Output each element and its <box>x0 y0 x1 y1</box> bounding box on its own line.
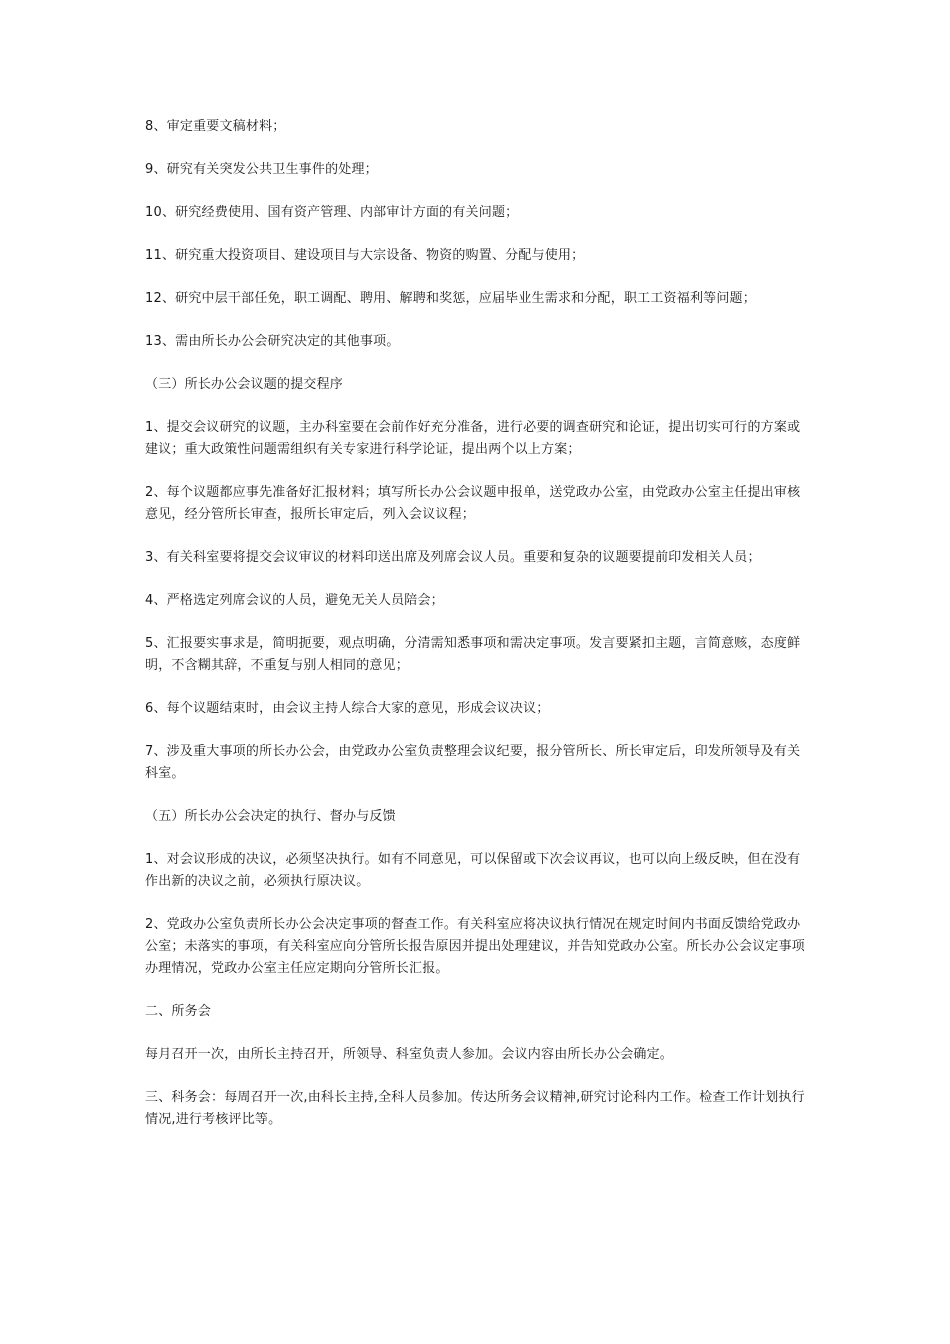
section-dept-meeting: 三、科务会：每周召开一次,由科长主持,全科人员参加。传达所务会议精神,研究讨论科内工作。检查工作计划执行情况,进行考核评比等。 <box>145 1090 805 1127</box>
submission-item-2: 2、每个议题都应事先准备好汇报材料；填写所长办公会议题申报单，送党政办公室，由党政办公室主任提出审核意见，经分管所长审查，报所长审定后，列入会议议程； <box>145 485 801 522</box>
item-13: 13、需由所长办公会研究决定的其他事项。 <box>145 334 400 349</box>
item-9: 9、研究有关突发公共卫生事件的处理； <box>145 162 378 177</box>
submission-item-4: 4、严格选定列席会议的人员，避免无关人员陪会； <box>145 593 444 608</box>
staff-meeting-text: 每月召开一次，由所长主持召开，所领导、科室负责人参加。会议内容由所长办公会确定。 <box>145 1047 674 1062</box>
submission-item-7: 7、涉及重大事项的所长办公会，由党政办公室负责整理会议纪要，报分管所长、所长审定后，印发所领导及有关科室。 <box>145 744 801 781</box>
submission-item-3: 3、有关科室要将提交会议审议的材料印送出席及列席会议人员。重要和复杂的议题要提前印发相关人员； <box>145 550 761 565</box>
item-8: 8、审定重要文稿材料； <box>145 119 286 134</box>
document-body <box>145 116 810 1152</box>
item-11: 11、研究重大投资项目、建设项目与大宗设备、物资的购置、分配与使用； <box>145 248 585 263</box>
item-12: 12、研究中层干部任免，职工调配、聘用、解聘和奖惩，应届毕业生需求和分配，职工工资福利等问题； <box>145 291 756 306</box>
section-heading-submission: （三）所长办公会议题的提交程序 <box>145 377 344 392</box>
submission-item-5: 5、汇报要实事求是，简明扼要，观点明确，分清需知悉事项和需决定事项。发言要紧扣主题，言简意赅，态度鲜明，不含糊其辞，不重复与别人相同的意见； <box>145 636 801 673</box>
execution-item-2: 2、党政办公室负责所长办公会决定事项的督查工作。有关科室应将决议执行情况在规定时间内书面反馈给党政办公室；未落实的事项，有关科室应向分管所长报告原因并提出处理建议，并告知党政办公室。所长办公会议定事项办理情况，党政办公室主任应定期向分管所长汇报。 <box>145 917 806 976</box>
submission-item-6: 6、每个议题结束时，由会议主持人综合大家的意见，形成会议决议； <box>145 701 550 716</box>
section-heading-staff-meeting: 二、所务会 <box>145 1004 212 1019</box>
section-heading-execution: （五）所长办公会决定的执行、督办与反馈 <box>145 809 396 824</box>
item-10: 10、研究经费使用、国有资产管理、内部审计方面的有关问题； <box>145 205 519 220</box>
execution-item-1: 1、对会议形成的决议，必须坚决执行。如有不同意见，可以保留或下次会议再议，也可以向上级反映，但在没有作出新的决议之前，必须执行原决议。 <box>145 852 801 889</box>
submission-item-1: 1、提交会议研究的议题，主办科室要在会前作好充分准备，进行必要的调查研究和论证，提出切实可行的方案或建议；重大政策性问题需组织有关专家进行科学论证，提出两个以上方案； <box>145 420 801 457</box>
